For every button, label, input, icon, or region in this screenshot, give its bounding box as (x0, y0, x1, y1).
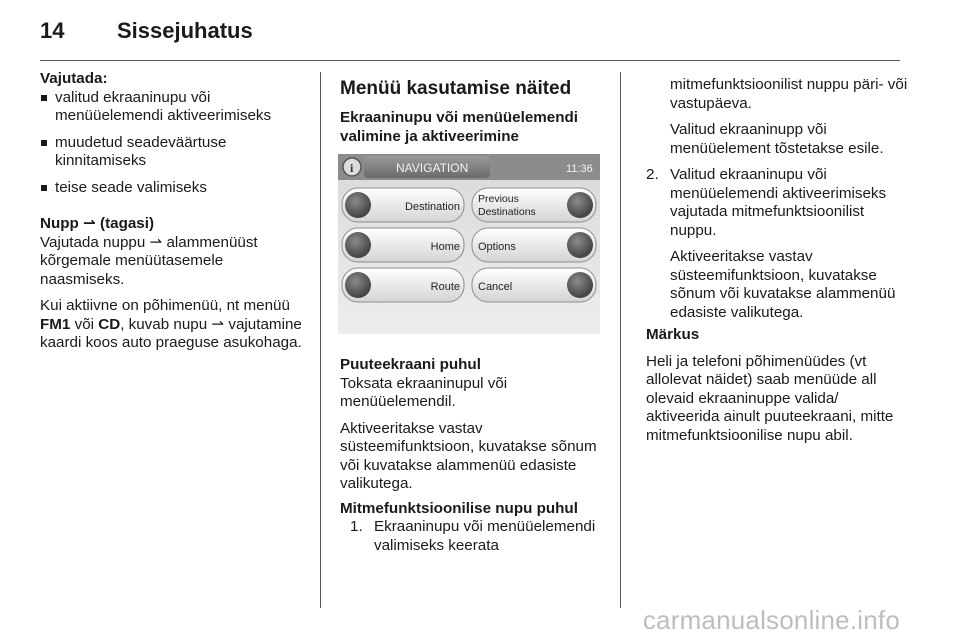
column-divider-1 (320, 72, 321, 608)
column-divider-2 (620, 72, 621, 608)
svg-text:Previous: Previous (478, 193, 519, 205)
route-icon (345, 272, 371, 298)
bullet-square-icon (41, 95, 47, 101)
destination-globe-icon (345, 192, 371, 218)
note-heading: Märkus (646, 326, 700, 343)
svg-text:Destination: Destination (404, 201, 460, 213)
bullet-item: valitud ekraaninupu või menüüelemendi aktiveerimiseks (40, 89, 308, 126)
back-arrow-icon: ⇀ (83, 215, 96, 232)
back-arrow-icon: ⇀ (149, 233, 163, 251)
step-2: 2. Valitud ekraaninupu või menüüelemendi aktiveerimiseks vajutada mitmefunktsioonilist nuppu. (646, 166, 887, 239)
step-1-result: Valitud ekraaninupp või menüüelement tõstetakse esile. (670, 121, 884, 157)
section-heading: Menüü kasutamise näited (340, 78, 572, 99)
previous-destinations-icon (567, 192, 593, 218)
main-menu-description: Kui aktiivne on põhimenüü, nt menüü FM1 või CD, kuvab nupu ⇀ vajutamine kaardi koos auto praeguse asukohaga. (40, 297, 302, 351)
step-1: 1. Ekraaninupu või menüüelemendi valimiseks keerata (350, 518, 596, 554)
note-text: Heli ja telefoni põhimenüüdes (vt allolevat näidet) saab menüüde all olevaid ekraaninuppe valida/ aktiveerida ainult puuteekraani, mitte mitmefunktsioonilise nupu abil. (646, 352, 894, 444)
svg-text:Home: Home (430, 241, 460, 253)
watermark: carmanualsonline.info (642, 605, 900, 635)
bullet-item: teise seade valimiseks (40, 179, 308, 198)
column-right (646, 70, 908, 453)
touch-heading: Puuteekraani puhul (340, 356, 481, 373)
touch-paragraph-2: Aktiveeritakse vastav süsteemifunktsioon, kuvatakse sõnum või kuvatakse alammenüü edasiste valikutega. (340, 419, 597, 492)
page-title: Sissejuhatus (117, 18, 253, 43)
column-middle (340, 70, 608, 563)
bullet-square-icon (41, 185, 47, 191)
press-heading: Vajutada: (40, 70, 108, 87)
options-gear-icon (567, 232, 593, 258)
step-1-continued: mitmefunktsioonilist nuppu päri- või vastupäeva. (670, 76, 908, 112)
header-rule (40, 60, 900, 61)
page-number: 14 (40, 18, 65, 43)
back-button-description: Vajutada nuppu ⇀ alammenüüst kõrgemale menüütasemele naasmiseks. (40, 233, 258, 288)
home-icon (345, 232, 371, 258)
svg-text:Destinations: Destinations (478, 206, 536, 218)
cancel-icon (567, 272, 593, 298)
svg-text:i: i (350, 161, 354, 175)
bullet-square-icon (41, 140, 47, 146)
touch-paragraph-1: Toksata ekraaninupul või menüüelemendil. (340, 374, 508, 410)
multifunction-heading: Mitmefunktsioonilise nupu puhul (340, 499, 578, 517)
back-button-heading: Nupp ⇀ (tagasi) (40, 215, 155, 232)
column-left (40, 70, 308, 361)
svg-text:Options: Options (478, 241, 516, 253)
back-arrow-icon: ⇀ (211, 315, 225, 333)
screen-title: NAVIGATION (396, 161, 469, 175)
step-2-result: Aktiveeritakse vastav süsteemifunktsioon, kuvatakse sõnum või kuvatakse alammenüü edasiste valikutega. (670, 248, 896, 321)
svg-text:Cancel: Cancel (478, 281, 513, 293)
svg-text:Route: Route (430, 281, 460, 293)
screen-clock: 11:36 (566, 163, 593, 175)
section-subheading: Ekraaninupu või menüüelemendi valimine ja aktiveerimine (340, 109, 578, 145)
bullet-item: muudetud seadeväärtuse kinnitamiseks (40, 134, 308, 171)
navigation-screen-illustration (338, 154, 600, 334)
